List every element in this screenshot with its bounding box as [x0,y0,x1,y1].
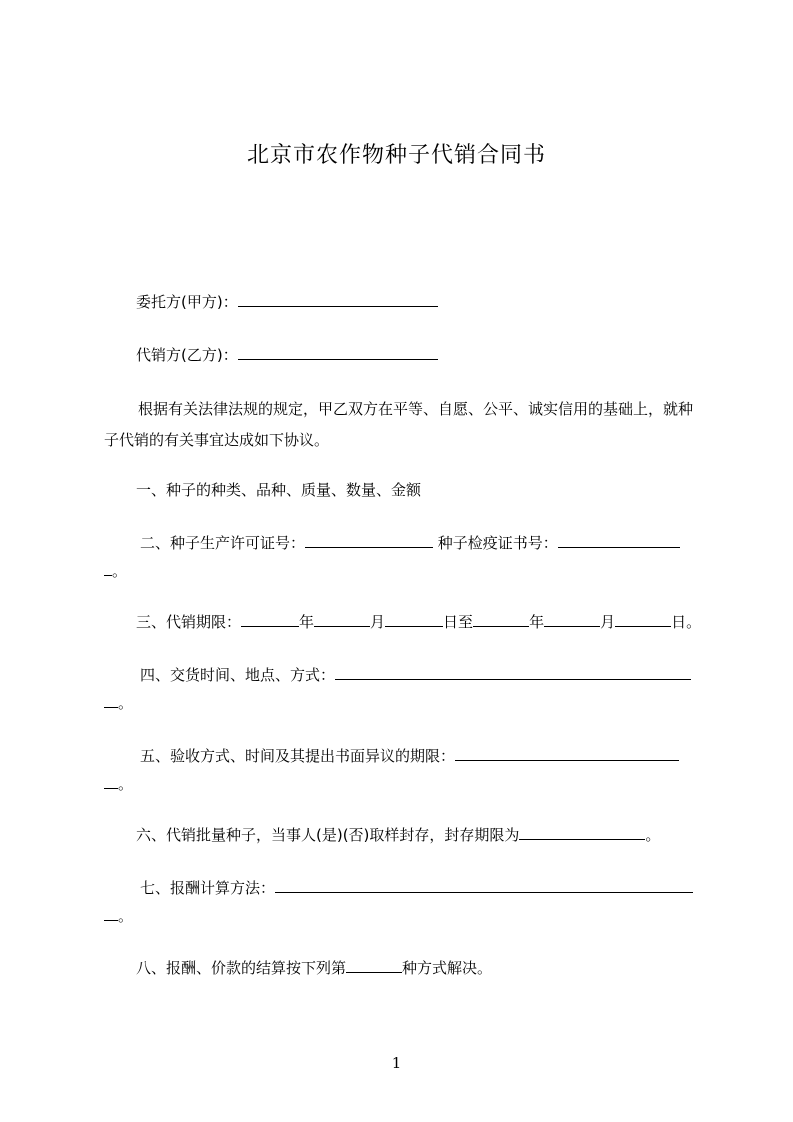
clause-5-continued [104,773,704,794]
delivery-blank[interactable] [335,664,691,680]
clause-7 [140,877,740,898]
remuneration-blank-cont[interactable] [104,905,118,921]
period-mark: 。 [118,694,134,712]
principal-line [136,291,736,312]
remuneration-blank[interactable] [275,877,693,893]
end-day-blank[interactable] [615,611,671,627]
clause-2 [140,532,740,553]
clause-2-license-label: 二、种子生产许可证号： [140,534,306,552]
period-mark: 。 [112,562,128,580]
month-label: 月 [600,613,616,631]
period-mark: 。 [645,826,661,844]
quarantine-cert-blank[interactable] [558,532,680,548]
clause-8-suffix: 种方式解决。 [402,959,493,977]
clause-3 [136,611,736,632]
sealing-period-blank[interactable] [519,824,645,840]
quarantine-cert-blank-cont[interactable] [104,560,112,576]
day-label: 日。 [671,613,702,631]
intro-paragraph: 根据有关法律法规的规定，甲乙双方在平等、自愿、公平、诚实信用的基础上，就种子代销的有关事宜达成如下协议。 [104,400,694,449]
clause-6-label: 六、代销批量种子，当事人(是)(否)取样封存，封存期限为 [136,826,520,844]
clause-5 [140,745,740,766]
year-label: 年 [529,613,545,631]
page-number: 1 [391,1054,402,1072]
acceptance-blank-cont[interactable] [104,773,118,789]
document-title: 北京市农作物种子代销合同书 [246,143,546,168]
year-label: 年 [299,613,315,631]
principal-label: 委托方(甲方)： [136,293,238,311]
period-mark: 。 [118,775,134,793]
start-day-blank[interactable] [385,611,443,627]
end-month-blank[interactable] [544,611,600,627]
clause-1: 一、种子的种类、品种、质量、数量、金额 [136,481,422,499]
month-label: 月 [370,613,386,631]
agent-blank[interactable] [238,344,438,360]
principal-blank[interactable] [238,291,438,307]
period-mark: 。 [118,907,134,925]
clause-8-label: 八、报酬、价款的结算按下列第 [136,959,347,977]
clause-8 [136,957,736,978]
clause-3-label: 三、代销期限： [136,613,242,631]
clause-4-continued [104,692,704,713]
clause-7-label: 七、报酬计算方法： [140,879,276,897]
clause-2-quarantine-label: 种子检疫证书号： [437,534,558,552]
acceptance-blank[interactable] [455,745,679,761]
delivery-blank-cont[interactable] [104,692,118,708]
agent-line [136,344,736,365]
clause-7-continued [104,905,704,926]
clause-4 [140,664,740,685]
agent-label: 代销方(乙方)： [136,346,238,364]
start-month-blank[interactable] [314,611,370,627]
day-to-label: 日至 [443,613,474,631]
clause-2-continued [104,560,704,581]
settlement-method-blank[interactable] [346,957,402,973]
clause-5-label: 五、验收方式、时间及其提出书面异议的期限： [140,747,456,765]
production-license-blank[interactable] [305,532,433,548]
clause-6 [136,824,736,845]
end-year-blank[interactable] [473,611,529,627]
clause-4-label: 四、交货时间、地点、方式： [140,666,336,684]
start-year-blank[interactable] [241,611,299,627]
